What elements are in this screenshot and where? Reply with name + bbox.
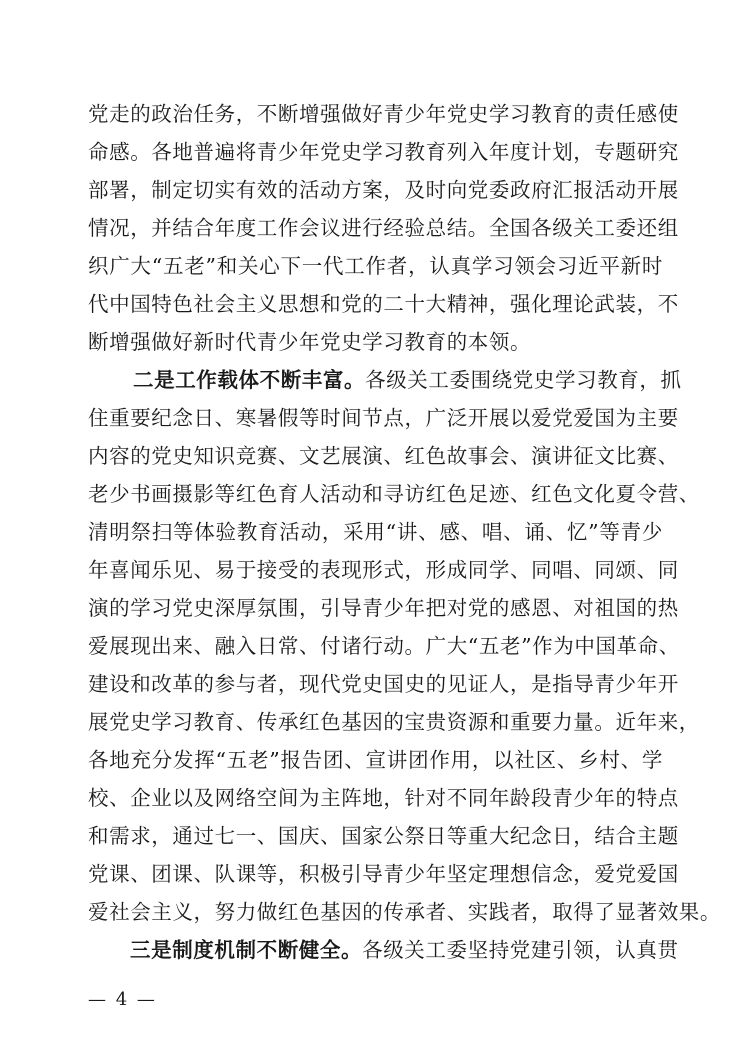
- page-number: — 4 —: [88, 989, 157, 1010]
- body-text-line: 命感。各地普遍将青少年党史学习教育列入年度计划，专题研究: [88, 140, 679, 164]
- section-heading: 三是制度机制不断健全。: [130, 938, 363, 962]
- body-text-line: 演的学习党史深厚氛围，引导青少年把对党的感恩、对祖国的热: [88, 596, 679, 620]
- paragraph-first-line: [130, 938, 679, 962]
- body-text-line: 部署，制定切实有效的活动方案，及时向党委政府汇报活动开展: [88, 178, 679, 202]
- body-text: 各级关工委坚持党建引领，认真贯: [362, 938, 679, 962]
- body-text-line: 展党史学习教育、传承红色基因的宝贵资源和重要力量。近年来，: [88, 710, 700, 734]
- body-text-line: 内容的党史知识竞赛、文艺展演、红色故事会、演讲征文比赛、: [88, 444, 679, 468]
- body-text-line: 织广大“五老”和关心下一代工作者，认真学习领会习近平新时: [88, 254, 663, 278]
- body-text: 各级关工委围绕党史学习教育，抓: [365, 368, 682, 392]
- body-text-line: 校、企业以及网络空间为主阵地，针对不同年龄段青少年的特点: [88, 786, 679, 810]
- body-text-line: 各地充分发挥“五老”报告团、宣讲团作用，以社区、乡村、学: [88, 748, 663, 772]
- section-heading: 二是工作载体不断丰富。: [133, 368, 366, 392]
- body-text-line: 断增强做好新时代青少年党史学习教育的本领。: [88, 330, 532, 354]
- body-text-line: 党走的政治任务，不断增强做好青少年党史学习教育的责任感使: [88, 102, 679, 126]
- body-text-line: 老少书画摄影等红色育人活动和寻访红色足迹、红色文化夏令营、: [88, 482, 700, 506]
- body-text-line: 党课、团课、队课等，积极引导青少年坚定理想信念，爱党爱国: [88, 862, 679, 886]
- body-text-line: 爱展现出来、融入日常、付诸行动。广大“五老”作为中国革命、: [88, 634, 680, 658]
- body-text-line: 年喜闻乐见、易于接受的表现形式，形成同学、同唱、同颂、同: [88, 558, 679, 582]
- body-text-line: 代中国特色社会主义思想和党的二十大精神，强化理论武装，不: [88, 292, 679, 316]
- body-text-line: 爱社会主义，努力做红色基因的传承者、实践者，取得了显著效果。: [88, 900, 721, 924]
- body-text-line: 情况，并结合年度工作会议进行经验总结。全国各级关工委还组: [88, 216, 679, 240]
- body-text-line: 和需求，通过七一、国庆、国家公祭日等重大纪念日，结合主题: [88, 824, 679, 848]
- paragraph-first-line: [133, 368, 682, 392]
- body-text-line: 清明祭扫等体验教育活动，采用“讲、感、唱、诵、忆”等青少: [88, 520, 663, 544]
- body-text-line: 建设和改革的参与者，现代党史国史的见证人，是指导青少年开: [88, 672, 679, 696]
- body-text-line: 住重要纪念日、寒暑假等时间节点，广泛开展以爱党爱国为主要: [88, 406, 679, 430]
